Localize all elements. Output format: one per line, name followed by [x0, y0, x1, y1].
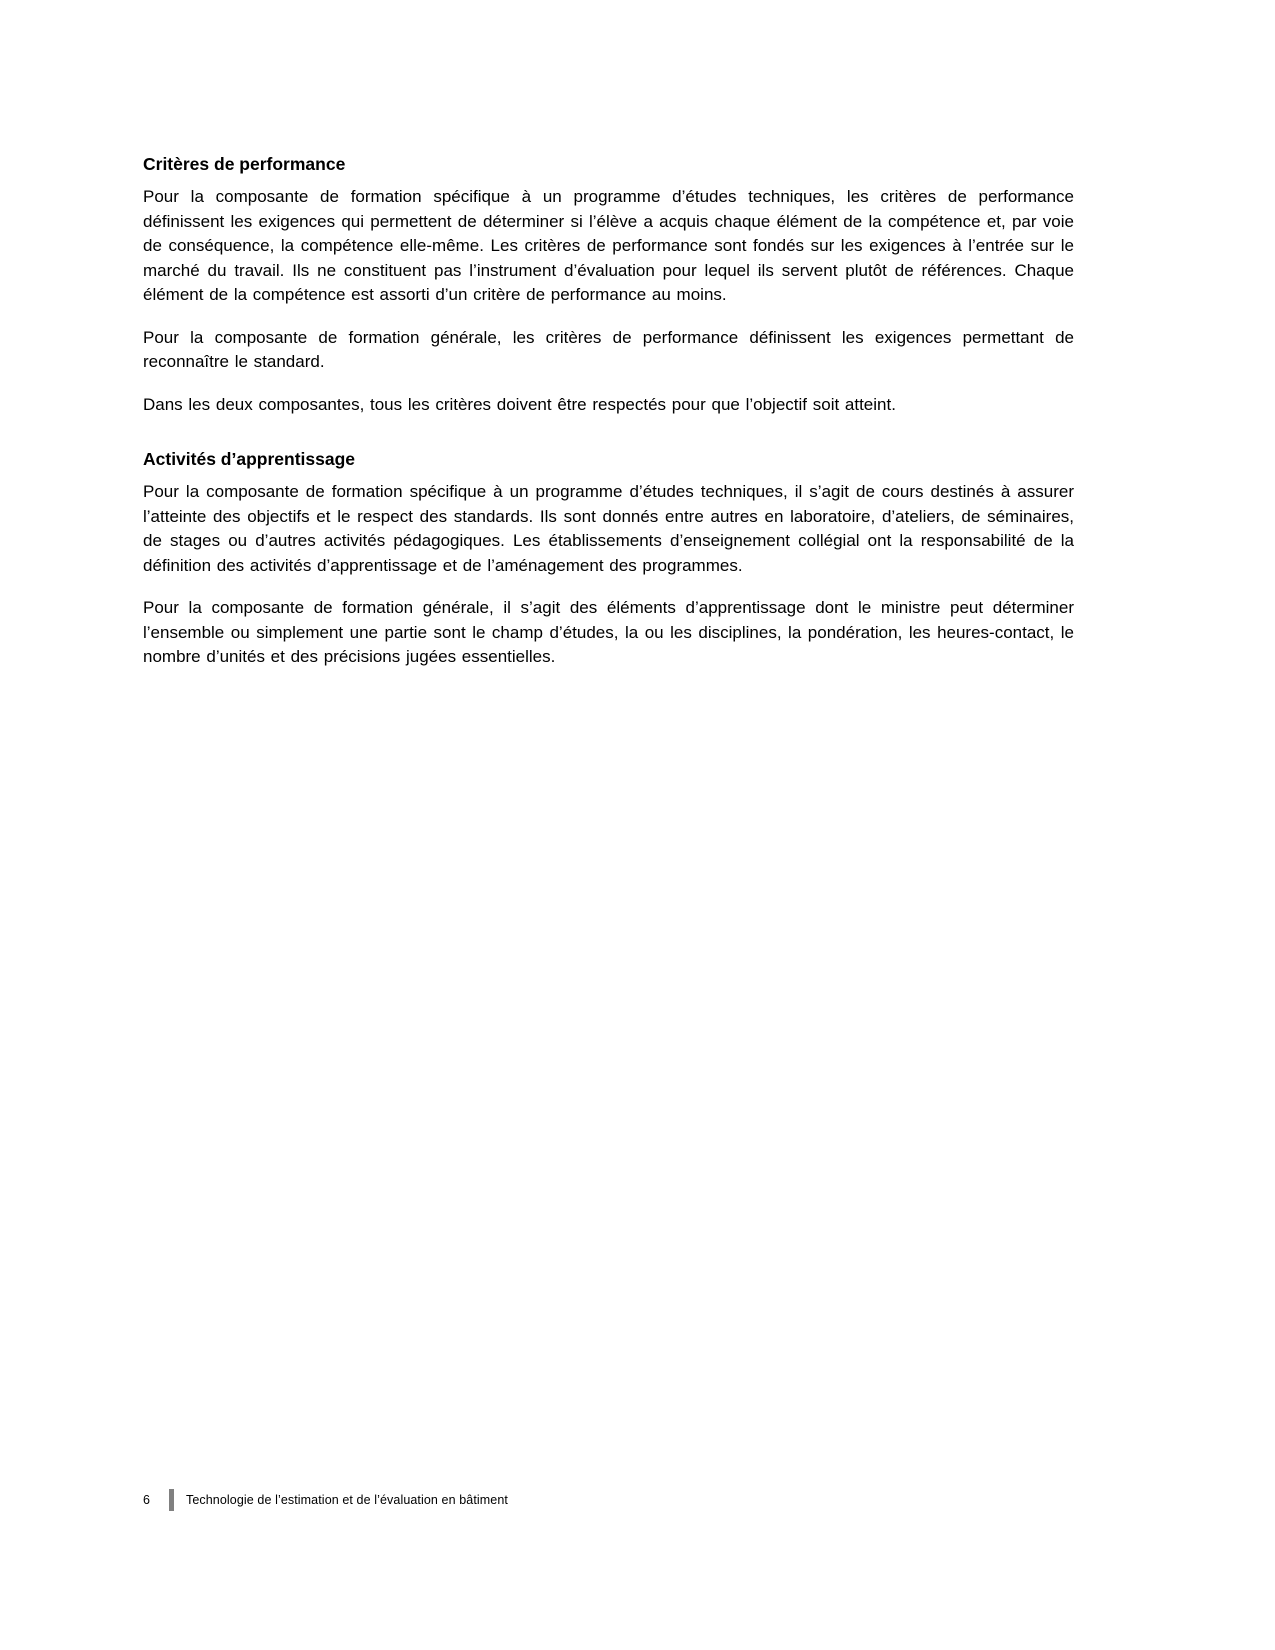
paragraph: Dans les deux composantes, tous les critères doivent être respectés pour que l’objectif soit atteint. — [143, 394, 896, 414]
section-heading: Critères de performance — [143, 154, 346, 174]
paragraph: Pour la composante de formation générale, les critères de performance définissent les exigences permettant de reconnaître le standard. — [143, 327, 1074, 371]
paragraph: Pour la composante de formation spécifique à un programme d’études techniques, les critères de performance définissent les exigences qui permettent de déterminer si l’élève a acquis chaque élément de la compétence et, par voie de conséquence, la compétence elle-même. Les critères de performance sont fondés sur les exigences à l’entrée sur le marché du travail. Ils ne constituent pas l’instrument d’évaluation pour lequel ils servent plutôt de références. Chaque élément de la compétence est assorti d’un critère de performance au moins. — [143, 187, 1074, 304]
footer-document-title: Technologie de l’estimation et de l’évaluation en bâtiment — [186, 1493, 508, 1507]
section-activites-d-apprentissage — [143, 447, 1074, 670]
page-content — [143, 152, 1074, 670]
section-criteres-de-performance — [143, 152, 1074, 417]
paragraph: Pour la composante de formation spécifique à un programme d’études techniques, il s’agit de cours destinés à assurer l’atteinte des objectifs et le respect des standards. Ils sont donnés entre autres en laboratoire, d’ateliers, de séminaires, de stages ou d’autres activités pédagogiques. Les établissements d’enseignement collégial ont la responsabilité de la définition des activités d’apprentissage et de l’aménagement des programmes. — [143, 482, 1074, 575]
section-heading: Activités d’apprentissage — [143, 449, 356, 469]
page-number: 6 — [143, 1493, 150, 1507]
page-footer — [143, 1489, 508, 1511]
paragraph: Pour la composante de formation générale, il s’agit des éléments d’apprentissage dont le ministre peut déterminer l’ensemble ou simplement une partie sont le champ d’études, la ou les disciplines, la pondération, les heures-contact, le nombre d’unités et des précisions jugées essentielles. — [143, 598, 1074, 666]
footer-divider-bar — [169, 1489, 174, 1511]
